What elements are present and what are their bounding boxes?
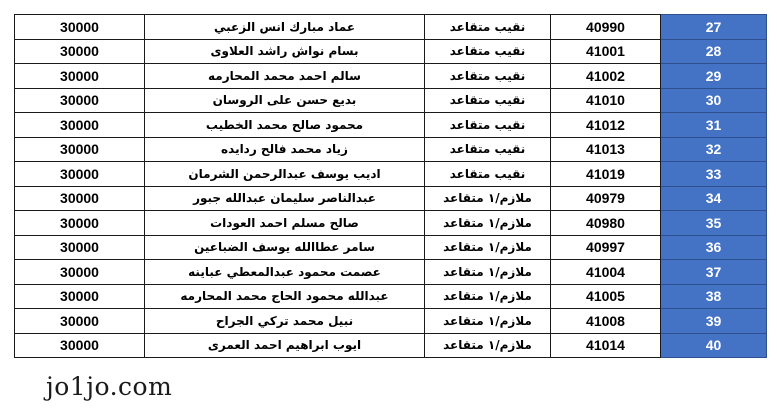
amount-cell: 30000 xyxy=(15,186,145,211)
amount-cell: 30000 xyxy=(15,235,145,260)
table-row xyxy=(15,309,767,334)
index-cell: 29 xyxy=(661,64,767,89)
code-cell: 41010 xyxy=(551,88,661,113)
code-cell: 40997 xyxy=(551,235,661,260)
name-cell: صالح مسلم احمد العودات xyxy=(145,211,425,236)
amount-cell: 30000 xyxy=(15,162,145,187)
rank-cell: ملازم/١ متقاعد xyxy=(425,211,551,236)
index-cell: 28 xyxy=(661,39,767,64)
table-row xyxy=(15,39,767,64)
rank-cell: ملازم/١ متقاعد xyxy=(425,284,551,309)
rank-cell: نقيب متقاعد xyxy=(425,15,551,40)
table-row xyxy=(15,113,767,138)
rank-cell: نقيب متقاعد xyxy=(425,113,551,138)
amount-cell: 30000 xyxy=(15,260,145,285)
rank-cell: نقيب متقاعد xyxy=(425,88,551,113)
rank-cell: ملازم/١ متقاعد xyxy=(425,333,551,358)
code-cell: 41004 xyxy=(551,260,661,285)
index-cell: 32 xyxy=(661,137,767,162)
code-cell: 41014 xyxy=(551,333,661,358)
table-row xyxy=(15,284,767,309)
results-table-body xyxy=(15,15,767,358)
rank-cell: ملازم/١ متقاعد xyxy=(425,309,551,334)
index-cell: 39 xyxy=(661,309,767,334)
table-row xyxy=(15,64,767,89)
index-cell: 40 xyxy=(661,333,767,358)
index-cell: 31 xyxy=(661,113,767,138)
amount-cell: 30000 xyxy=(15,137,145,162)
amount-cell: 30000 xyxy=(15,309,145,334)
index-cell: 36 xyxy=(661,235,767,260)
code-cell: 40979 xyxy=(551,186,661,211)
index-cell: 35 xyxy=(661,211,767,236)
site-watermark: jo1jo.com xyxy=(46,372,173,401)
table-row xyxy=(15,162,767,187)
amount-cell: 30000 xyxy=(15,64,145,89)
table-row xyxy=(15,211,767,236)
index-cell: 27 xyxy=(661,15,767,40)
table-row xyxy=(15,333,767,358)
code-cell: 41002 xyxy=(551,64,661,89)
table-row xyxy=(15,186,767,211)
name-cell: سامر عطاالله يوسف الضباعين xyxy=(145,235,425,260)
name-cell: اديب يوسف عبدالرحمن الشرمان xyxy=(145,162,425,187)
rank-cell: ملازم/١ متقاعد xyxy=(425,235,551,260)
amount-cell: 30000 xyxy=(15,211,145,236)
code-cell: 41005 xyxy=(551,284,661,309)
name-cell: عصمت محمود عبدالمعطي عباينه xyxy=(145,260,425,285)
code-cell: 41013 xyxy=(551,137,661,162)
table-row xyxy=(15,15,767,40)
index-cell: 38 xyxy=(661,284,767,309)
code-cell: 40990 xyxy=(551,15,661,40)
results-table-container xyxy=(14,14,766,358)
index-cell: 30 xyxy=(661,88,767,113)
name-cell: سالم احمد محمد المحارمه xyxy=(145,64,425,89)
name-cell: محمود صالح محمد الخطيب xyxy=(145,113,425,138)
rank-cell: نقيب متقاعد xyxy=(425,137,551,162)
name-cell: عماد مبارك انس الزعبي xyxy=(145,15,425,40)
name-cell: بسام نواش راشد العلاوى xyxy=(145,39,425,64)
code-cell: 41019 xyxy=(551,162,661,187)
index-cell: 34 xyxy=(661,186,767,211)
amount-cell: 30000 xyxy=(15,15,145,40)
table-row xyxy=(15,88,767,113)
rank-cell: نقيب متقاعد xyxy=(425,162,551,187)
name-cell: بديع حسن على الروسان xyxy=(145,88,425,113)
index-cell: 37 xyxy=(661,260,767,285)
rank-cell: ملازم/١ متقاعد xyxy=(425,260,551,285)
code-cell: 41001 xyxy=(551,39,661,64)
table-row xyxy=(15,260,767,285)
code-cell: 41012 xyxy=(551,113,661,138)
amount-cell: 30000 xyxy=(15,333,145,358)
code-cell: 41008 xyxy=(551,309,661,334)
rank-cell: ملازم/١ متقاعد xyxy=(425,186,551,211)
amount-cell: 30000 xyxy=(15,113,145,138)
name-cell: ايوب ابراهيم احمد العمرى xyxy=(145,333,425,358)
amount-cell: 30000 xyxy=(15,88,145,113)
table-row xyxy=(15,235,767,260)
amount-cell: 30000 xyxy=(15,39,145,64)
name-cell: زياد محمد فالح ردايده xyxy=(145,137,425,162)
amount-cell: 30000 xyxy=(15,284,145,309)
results-table xyxy=(14,14,767,358)
index-cell: 33 xyxy=(661,162,767,187)
table-row xyxy=(15,137,767,162)
code-cell: 40980 xyxy=(551,211,661,236)
rank-cell: نقيب متقاعد xyxy=(425,64,551,89)
rank-cell: نقيب متقاعد xyxy=(425,39,551,64)
name-cell: نبيل محمد تركي الجراح xyxy=(145,309,425,334)
name-cell: عبدالناصر سليمان عبدالله جبور xyxy=(145,186,425,211)
name-cell: عبدالله محمود الحاج محمد المحارمه xyxy=(145,284,425,309)
